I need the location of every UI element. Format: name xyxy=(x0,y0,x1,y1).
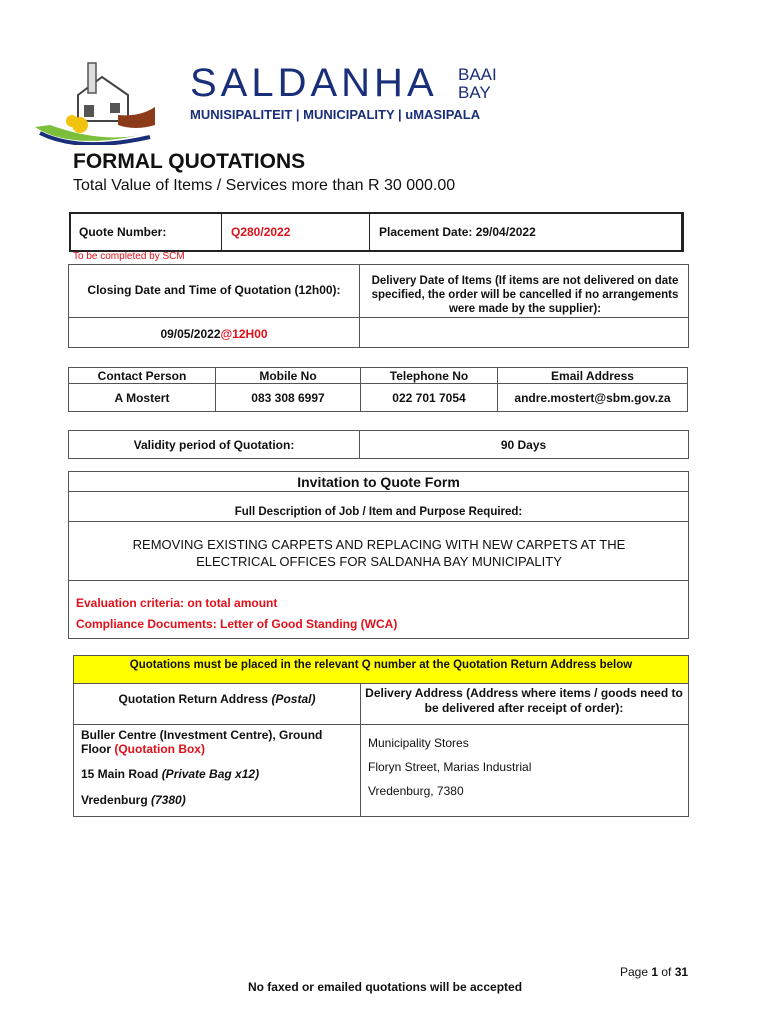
delivery-address-line-3: Vredenburg, 7380 xyxy=(368,784,464,798)
contact-value-row xyxy=(69,384,688,412)
closing-box xyxy=(68,264,689,348)
job-description: REMOVING EXISTING CARPETS AND REPLACING WITH NEW CARPETS AT THE ELECTRICAL OFFICES FOR SALDANHA BAY MUNICIPALITY xyxy=(132,537,626,569)
scm-note: To be completed by SCM xyxy=(73,251,185,262)
quote-number-value: Q280/2022 xyxy=(231,225,291,239)
logo-name: SALDANHA xyxy=(190,61,438,105)
mobile-header: Mobile No xyxy=(216,368,361,384)
return-address-box xyxy=(73,655,689,817)
return-address-line-2: 15 Main Road (Private Bag x12) xyxy=(81,767,260,781)
validity-value: 90 Days xyxy=(500,438,547,452)
page-title: FORMAL QUOTATIONS xyxy=(73,150,306,173)
delivery-address-line-1: Municipality Stores xyxy=(368,736,469,750)
quote-number-label: Quote Number: xyxy=(79,225,167,239)
return-address-line-1: Buller Centre (Investment Centre), Ground Floor (Quotation Box) xyxy=(81,728,323,756)
return-address-label: Quotation Return Address (Postal) xyxy=(118,692,316,706)
municipality-logo xyxy=(30,55,510,145)
compliance-documents: Compliance Documents: Letter of Good Standing (WCA) xyxy=(76,617,398,631)
page-subtitle: Total Value of Items / Services more than R 30 000.00 xyxy=(73,177,456,194)
email-header: Email Address xyxy=(498,368,688,384)
description-label: Full Description of Job / Item and Purpose Required: xyxy=(234,506,523,518)
contact-table xyxy=(68,367,688,412)
page-number: Page 1 of 31 xyxy=(620,965,689,979)
delivery-address-line-2: Floryn Street, Marias Industrial xyxy=(368,760,532,774)
logo-name-bay: BAY xyxy=(458,83,491,102)
return-address-line-3: Vredenburg (7380) xyxy=(81,793,186,807)
footer-note: No faxed or emailed quotations will be accepted xyxy=(247,980,523,994)
telephone-number: 022 701 7054 xyxy=(361,384,498,412)
placement-date: Placement Date: 29/04/2022 xyxy=(379,225,536,239)
closing-date: 09/05/2022@12H00 xyxy=(160,327,268,341)
email-address: andre.mostert@sbm.gov.za xyxy=(498,384,688,412)
invitation-box xyxy=(68,471,689,639)
delivery-address-label: Delivery Address (Address where items / goods need to be delivered after receipt of order): xyxy=(365,686,683,715)
quote-number-box xyxy=(69,212,684,252)
contact-person-header: Contact Person xyxy=(69,368,216,384)
return-banner: Quotations must be placed in the relevant Q number at the Quotation Return Address below xyxy=(74,656,688,683)
logo-name-baai: BAAI xyxy=(458,65,497,84)
logo-emblem-icon xyxy=(30,55,190,145)
contact-person: A Mostert xyxy=(69,384,216,412)
logo-tagline: MUNISIPALITEIT | MUNICIPALITY | uMASIPALA xyxy=(190,107,481,122)
contact-header-row xyxy=(69,368,688,384)
invitation-title: Invitation to Quote Form xyxy=(297,474,460,490)
mobile-number: 083 308 6997 xyxy=(216,384,361,412)
closing-label: Closing Date and Time of Quotation (12h00): xyxy=(87,283,341,297)
validity-box xyxy=(68,430,689,459)
validity-label: Validity period of Quotation: xyxy=(133,438,295,452)
evaluation-criteria: Evaluation criteria: on total amount xyxy=(76,596,278,610)
telephone-header: Telephone No xyxy=(361,368,498,384)
delivery-date-label: Delivery Date of Items (If items are not delivered on date specified, the order will be cancelled if no arrangements were made by the supplier): xyxy=(371,275,679,315)
